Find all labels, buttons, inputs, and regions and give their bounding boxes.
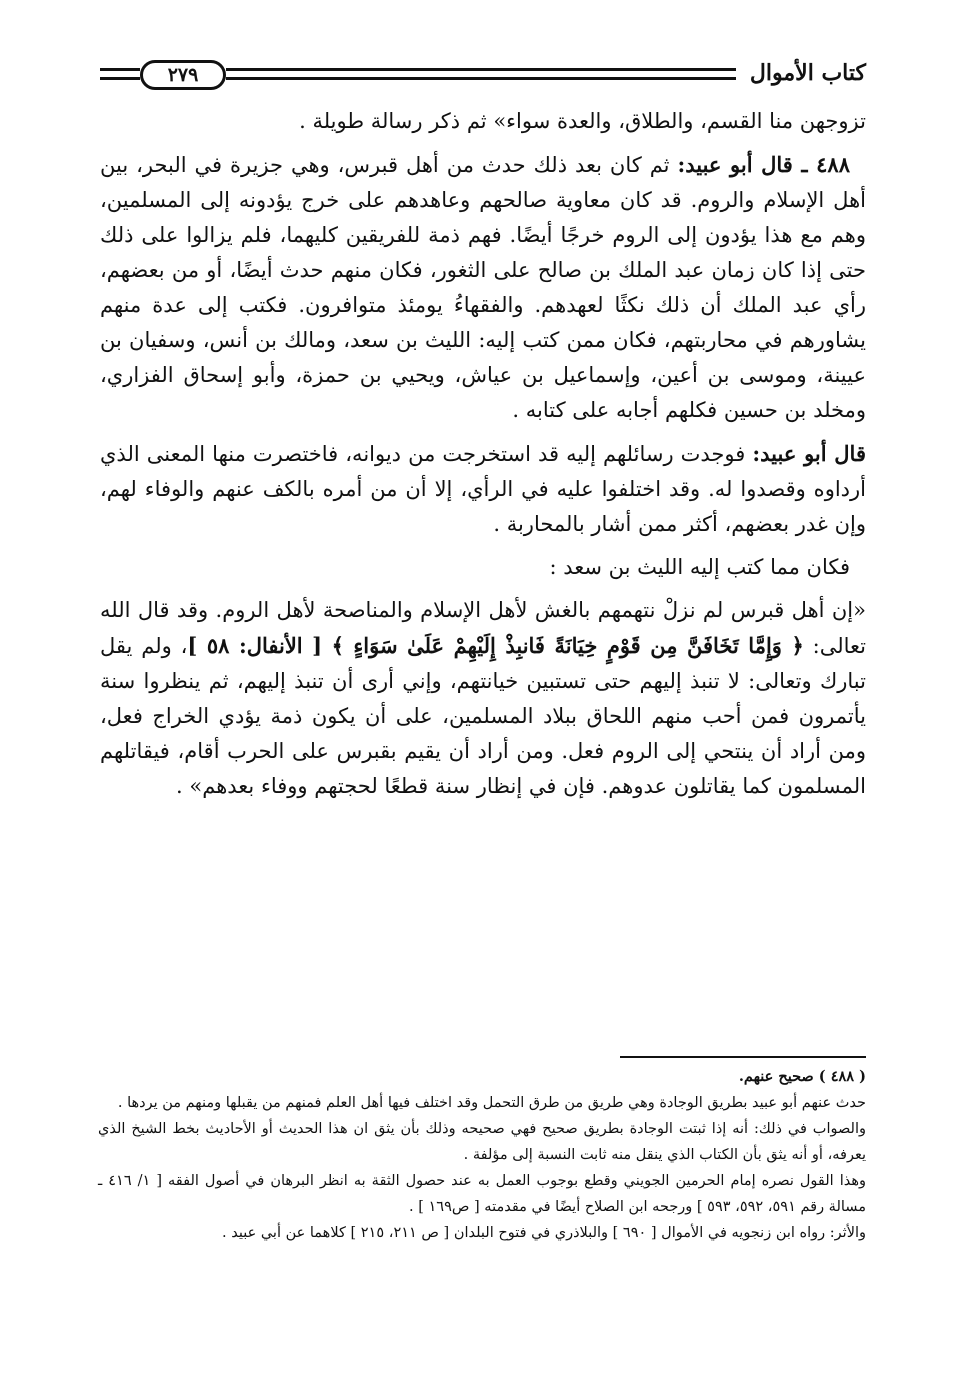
paragraph-layth-letter	[100, 593, 866, 804]
letter-part-2: ، ولم يقل تبارك وتعالى: لا تنبذ إليهم حتى تستبين خيانتهم، وإني أرى أن تنبذ إليهم، ثم ينظروا سنة يأتمرون فمن أحب منهم اللحاق ببلاد المسلمين، على أن يكون ذمة يؤدي الخراج فعل، ومن أراد أن ينتحي إلى الروم فعل. ومن أراد أن يقيم بقبرس على الحرب أقام، فيقاتلهم المسلمون كما يقاتلون عدوهم. فإن في إنظار سنة قطعًا لحجتهم ووفاء بعدهم» .	[100, 634, 866, 798]
header-rule-left	[100, 68, 140, 80]
paragraph-488	[100, 147, 866, 428]
footnote-paragraph-2: والصواب في ذلك: أنه إذا ثبتت الوجادة بطريق صحيح فهي صحيحه وذلك بأن يثق ان هذا الحديث أو الأحاديث بخط الشيخ الذي يعرفه، أو أنه يثق بأن الكتاب الذي ينقل منه ثابت النسبة إلى مؤلفة .	[98, 1121, 866, 1163]
paragraph-abu-ubaid-text: فوجدت رسائلهم إليه قد استخرجت من ديوانه، فاختصرت منها المعنى الذي أرداوه وقصدوا له. وقد اختلفوا عليه في الرأي، إلا أن من أمره بالكف عنهم والوفاء لهم، وإن غدر بعضهم، أكثر ممن أشار بالمحاربة .	[100, 442, 866, 536]
footnote-paragraph-4: والأثر: رواه ابن زنجويه في الأموال [ ٦٩٠ ] والبلاذري في فتوح البلدان [ ص ٢١١، ٢١٥ ] كلاهما عن أبي عبيد .	[221, 1225, 866, 1241]
footnotes	[98, 1064, 866, 1246]
quran-verse: ﴿ وَإِمَّا تَخَافَنَّ مِن قَوْمٍ خِيَانَةً فَانبِذْ إِلَيْهِمْ عَلَىٰ سَوَاءٍ ﴾ [ الأنفال: ٥٨ ]	[187, 633, 804, 658]
book-title: كتاب الأموال	[749, 60, 866, 86]
paragraph-abu-ubaid-lead: قال أبو عبيد:	[752, 441, 866, 466]
footnote-paragraph-3: وهذا القول نصره إمام الحرمين الجويني وقطع بوجوب العمل به عند حصول الثقة به انظر البرهان في أصول الفقه [ ١/ ٤١٦ ـ مسالة رقم ٥٩١، ٥٩٢، ٥٩٣ ] ورجحه ابن الصلاح أيضًا في مقدمته [ ص١٦٩ ] .	[98, 1173, 867, 1215]
letter-part-1: «إن أهل قبرس لم نزلْ نتهمهم بالغش لأهل الإسلام والمناصحة لأهل الروم. وقد قال الله تعالى:	[100, 598, 866, 658]
footnote-heading: ( ٤٨٨ ) صحيح عنهم.	[738, 1068, 866, 1085]
paragraph-layth-intro	[100, 550, 866, 585]
footnote-separator	[620, 1056, 866, 1058]
page-number: ٢٧٩	[140, 60, 226, 90]
paragraph-layth-intro-text: فكان مما كتب إليه الليث بن سعد :	[549, 555, 850, 579]
main-text	[100, 104, 866, 804]
paragraph-488-lead: ٤٨٨ ـ قال أبو عبيد:	[677, 152, 850, 177]
header-rule-right	[226, 68, 736, 80]
footnote-paragraph-1: حدث عنهم أبو عبيد بطريق الوجادة وهي طريق من طرق التحمل وقد اختلف فيها أهل العلم فمنهم من يقبلها ومنهم من يردها .	[117, 1095, 866, 1111]
paragraph-488-text: ثم كان بعد ذلك حدث من أهل قبرس، وهي جزيرة في البحر، بين أهل الإسلام والروم. قد كان معاوية صالحهم وعاهدهم على خرج يؤدونه إلى المسلمين، وهم مع هذا يؤدون إلى الروم خرجًا أيضًا. فهم ذمة للفريقين كليهما، فلم يزالوا على ذلك حتى إذا كان زمان عبد الملك بن صالح على الثغور، فكان منهم حدث أيضًا، أو من بعضهم، رأي عبد الملك أن ذلك نكثًا لعهدهم. والفقهاءُ يومئذ متوافرون. فكتب إلى عدة منهم يشاورهم في محاربتهم، فكان ممن كتب إليه: الليث بن سعد، ومالك بن أنس، وسفيان بن عيينة، وموسى بن أعين، وإسماعيل بن عياش، ويحيي بن حمزة، وأبو إسحاق الفزاري، ومخلد بن حسين فكلهم أجابه على كتابه .	[100, 153, 866, 422]
paragraph-abu-ubaid	[100, 436, 866, 542]
continuation-line	[100, 104, 866, 139]
continuation-text: تزوجهن منا القسم، والطلاق، والعدة سواء» ثم ذكر رسالة طويلة .	[299, 109, 866, 133]
